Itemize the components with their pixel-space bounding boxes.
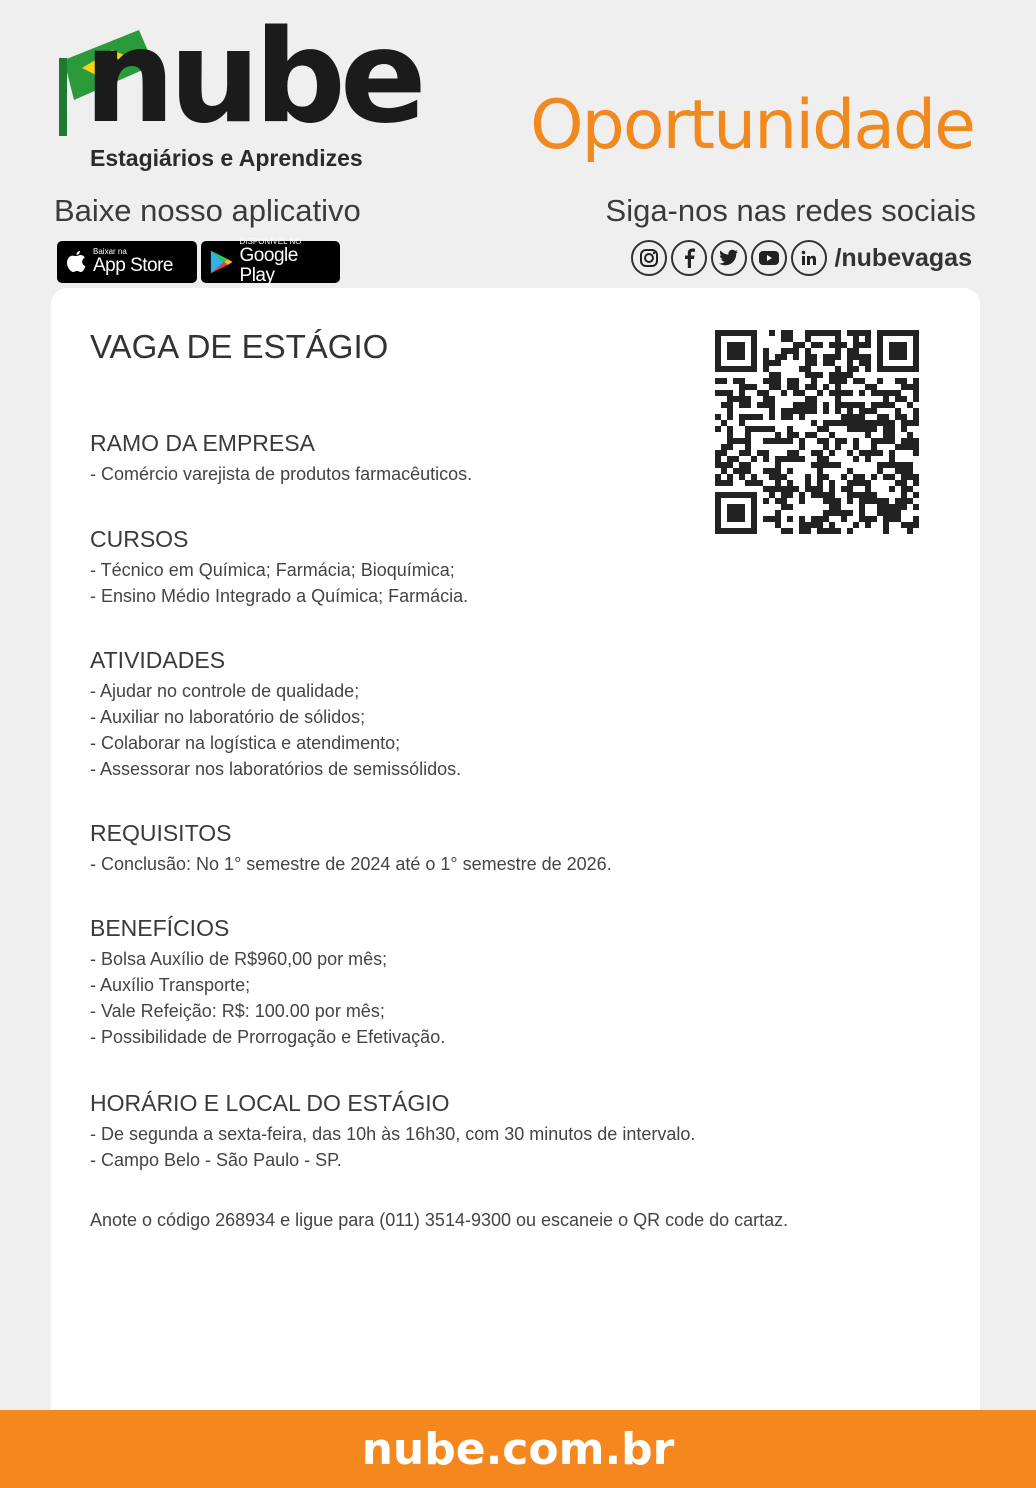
section-line: - Campo Belo - São Paulo - SP. [90,1150,342,1170]
footer-bar [0,1410,1036,1488]
app-store-badge[interactable] [57,241,197,283]
section-line: - Comércio varejista de produtos farmacêuticos. [90,464,473,484]
google-play-icon [209,248,234,276]
social-label: Siga-nos nas redes sociais [605,193,976,228]
app-label: Baixe nosso aplicativo [54,193,361,228]
job-card [51,288,980,1418]
section-heading: REQUISITOS [90,820,232,846]
google-play-badge[interactable] [201,237,340,286]
section-heading: ATIVIDADES [90,647,226,673]
section-horario [90,1090,695,1173]
section-line: - Assessorar nos laboratórios de semissólidos. [90,759,462,779]
section-line: - Colaborar na logística e atendimento; [90,733,401,753]
section-line: - Bolsa Auxílio de R$960,00 por mês; [90,949,388,969]
facebook-icon[interactable] [671,240,707,276]
qr-code-icon[interactable] [715,330,919,534]
linkedin-icon[interactable] [791,240,827,276]
youtube-icon[interactable] [751,240,787,276]
section-beneficios [90,915,445,1050]
section-heading: CURSOS [90,526,189,552]
section-line: - Possibilidade de Prorrogação e Efetivação. [90,1027,446,1047]
google-play-small-text: DISPONÍVEL NO [239,237,302,247]
section-line: - Auxiliar no laboratório de sólidos; [90,707,366,727]
section-ramo [90,430,472,487]
section-requisitos [90,820,612,877]
section-heading: HORÁRIO E LOCAL DO ESTÁGIO [90,1090,450,1116]
section-line: - De segunda a sexta-feira, das 10h às 16h30, com 30 minutos de intervalo. [90,1124,696,1144]
section-cursos [90,526,468,609]
google-play-text: Google Play [239,245,298,286]
apple-icon [65,249,87,275]
section-line: - Ajudar no controle de qualidade; [90,681,360,701]
app-store-text: App Store [93,255,173,277]
section-heading: BENEFÍCIOS [90,915,230,941]
instagram-icon[interactable] [631,240,667,276]
nube-logo: nube [84,3,421,152]
section-line: - Ensino Médio Integrado a Química; Farmácia. [90,586,469,606]
headline: Oportunidade [530,86,974,165]
social-links [631,240,972,276]
contact-instructions: Anote o código 268934 e ligue para (011) 3514-9300 ou escaneie o QR code do cartaz. [90,1210,789,1230]
section-atividades [90,647,461,782]
app-store-small-text: Baixar na [93,247,127,257]
twitter-icon[interactable] [711,240,747,276]
poster-header [0,0,1036,290]
footer-site-link[interactable]: nube.com.br [361,1423,675,1475]
logo-subtitle: Estagiários e Aprendizes [90,145,363,171]
social-handle[interactable]: /nubevagas [834,243,972,272]
section-line: - Conclusão: No 1° semestre de 2024 até o 1° semestre de 2026. [90,854,612,874]
section-heading: RAMO DA EMPRESA [90,430,315,456]
card-title: VAGA DE ESTÁGIO [90,328,389,365]
section-line: - Técnico em Química; Farmácia; Bioquímica; [90,560,455,580]
section-line: - Vale Refeição: R$: 100.00 por mês; [90,1001,385,1021]
section-line: - Auxílio Transporte; [90,975,251,995]
